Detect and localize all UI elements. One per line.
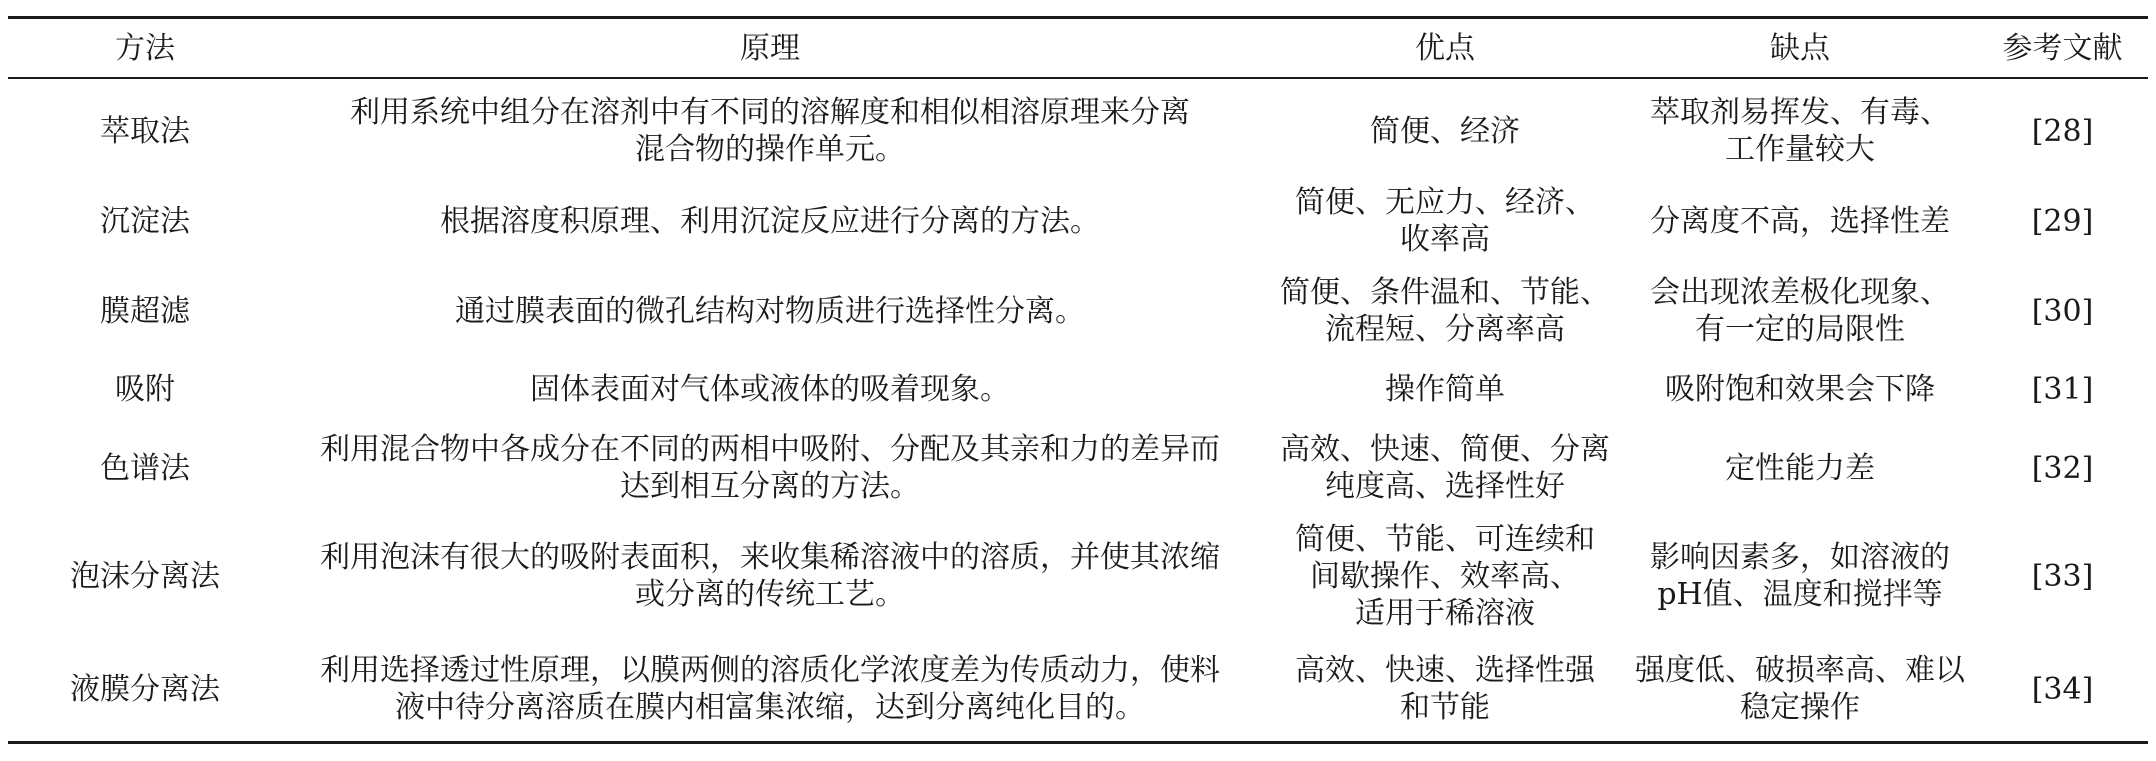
table-cell-disadvantages: 强度低、破损率高、难以 稳定操作 bbox=[1635, 653, 1965, 725]
table-cell-method: 萃取法 bbox=[100, 113, 190, 149]
table-cell-reference: [31] bbox=[2031, 371, 2094, 407]
table-cell-principle: 根据溶度积原理、利用沉淀反应进行分离的方法。 bbox=[440, 203, 1100, 239]
table-cell-advantages: 简便、无应力、经济、 收率高 bbox=[1295, 185, 1595, 257]
table-cell-disadvantages: 萃取剂易挥发、有毒、 工作量较大 bbox=[1650, 95, 1950, 167]
table-cell-principle: 利用混合物中各成分在不同的两相中吸附、分配及其亲和力的差异而 达到相互分离的方法。 bbox=[320, 432, 1220, 504]
table-cell-reference: [32] bbox=[2031, 450, 2094, 486]
table-cell-principle: 利用系统中组分在溶剂中有不同的溶解度和相似相溶原理来分离 混合物的操作单元。 bbox=[350, 95, 1190, 167]
table-cell-principle: 通过膜表面的微孔结构对物质进行选择性分离。 bbox=[455, 293, 1085, 329]
table-cell-advantages: 简便、节能、可连续和 间歇操作、效率高、 适用于稀溶液 bbox=[1295, 521, 1595, 631]
table-cell-reference: [29] bbox=[2031, 203, 2094, 239]
table-cell-advantages: 简便、经济 bbox=[1370, 113, 1520, 149]
table-cell-reference: [33] bbox=[2031, 558, 2094, 594]
table-cell-disadvantages: 分离度不高，选择性差 bbox=[1650, 203, 1950, 239]
table-bottom-rule bbox=[8, 741, 2148, 744]
header-advantages: 优点 bbox=[1415, 30, 1475, 66]
table-cell-method: 沉淀法 bbox=[100, 203, 190, 239]
table-cell-method: 液膜分离法 bbox=[70, 671, 220, 707]
table-cell-reference: [34] bbox=[2031, 671, 2094, 707]
table-cell-method: 色谱法 bbox=[100, 450, 190, 486]
table-cell-reference: [30] bbox=[2031, 293, 2094, 329]
header-method: 方法 bbox=[115, 30, 175, 66]
header-principle: 原理 bbox=[740, 30, 800, 66]
table-cell-advantages: 高效、快速、简便、分离 纯度高、选择性好 bbox=[1280, 432, 1610, 504]
table-cell-principle: 利用选择透过性原理，以膜两侧的溶质化学浓度差为传质动力，使料 液中待分离溶质在膜内相富集浓缩，达到分离纯化目的。 bbox=[320, 653, 1220, 725]
table-cell-advantages: 操作简单 bbox=[1385, 371, 1505, 407]
table-cell-advantages: 简便、条件温和、节能、 流程短、分离率高 bbox=[1280, 275, 1610, 347]
table-cell-disadvantages: 影响因素多，如溶液的 pH值、温度和搅拌等 bbox=[1650, 540, 1950, 612]
table-cell-reference: [28] bbox=[2031, 113, 2094, 149]
table-cell-method: 膜超滤 bbox=[100, 293, 190, 329]
table-cell-principle: 固体表面对气体或液体的吸着现象。 bbox=[530, 371, 1010, 407]
table-cell-disadvantages: 会出现浓差极化现象、 有一定的局限性 bbox=[1650, 275, 1950, 347]
header-disadvantages: 缺点 bbox=[1770, 30, 1830, 66]
table-cell-disadvantages: 吸附饱和效果会下降 bbox=[1665, 371, 1935, 407]
table-cell-method: 泡沫分离法 bbox=[70, 558, 220, 594]
header-references: 参考文献 bbox=[2002, 30, 2123, 66]
table-cell-principle: 利用泡沫有很大的吸附表面积，来收集稀溶液中的溶质，并使其浓缩 或分离的传统工艺。 bbox=[320, 540, 1220, 612]
table-cell-disadvantages: 定性能力差 bbox=[1725, 450, 1875, 486]
table-cell-method: 吸附 bbox=[115, 371, 175, 407]
table-cell-advantages: 高效、快速、选择性强 和节能 bbox=[1295, 653, 1595, 725]
